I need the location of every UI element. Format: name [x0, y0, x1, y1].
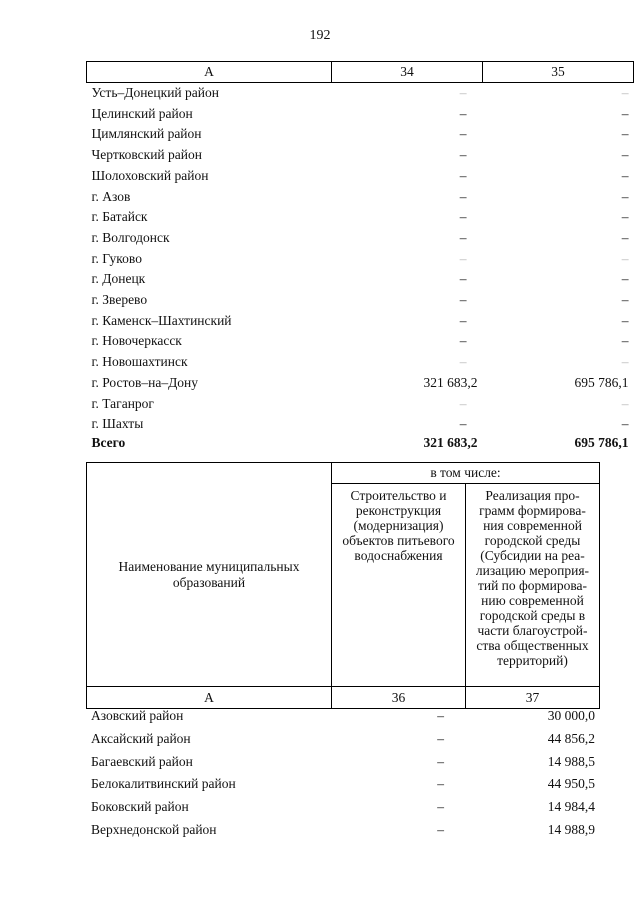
value-col-36: – [437, 708, 444, 723]
municipality-name: Боковский район [91, 799, 189, 815]
value-col-34: 321 683,2 [423, 374, 478, 390]
value-col-37: 44 856,2 [547, 730, 595, 746]
value-col-35: – [621, 333, 629, 349]
value-col-34: – [459, 395, 467, 411]
table-row [87, 187, 634, 208]
table-row [87, 269, 634, 290]
municipality-name: Белокалитвинский район [91, 776, 236, 792]
col-number-a: А [87, 687, 332, 709]
municipality-name: г. Батайск [91, 209, 148, 225]
municipality-name: Целинский район [91, 105, 193, 121]
value-col-35: – [621, 126, 629, 142]
value-col-34: – [459, 416, 467, 432]
col-37-header-line: лизацию мероприя- [475, 563, 590, 578]
value-col-35: – [621, 147, 629, 163]
header-col-34: 34 [332, 62, 483, 83]
column-header-table-36-37 [86, 462, 600, 709]
table-row [87, 249, 634, 270]
value-col-34: – [459, 209, 467, 225]
value-col-37: 14 984,4 [547, 799, 595, 815]
value-col-35: – [621, 105, 629, 121]
table-row [87, 331, 634, 352]
municipality-name: г. Шахты [91, 416, 144, 432]
value-col-36: – [437, 730, 444, 746]
col-37-header-line: (Субсидии на реа- [480, 548, 585, 563]
value-col-35: – [621, 312, 629, 328]
value-col-36: – [437, 753, 444, 769]
municipality-name: г. Зверево [91, 292, 148, 308]
value-col-34: – [459, 85, 467, 100]
col-36-header: Строительство и реконструкция (модернизация) объектов питьевого водоснабжения [332, 484, 466, 687]
total-label: Всего [91, 434, 126, 450]
value-col-35: – [621, 271, 629, 287]
table-row [86, 796, 600, 819]
value-col-34: – [459, 147, 467, 163]
value-col-34: – [459, 229, 467, 245]
value-col-35: – [621, 250, 629, 266]
value-col-34: – [459, 250, 467, 266]
table-row [86, 819, 600, 842]
col-37-header-line: ства общественных [476, 638, 589, 653]
col-37-header-line: городской среды [484, 533, 581, 548]
municipality-name: г. Таганрог [91, 395, 154, 411]
value-col-35: – [621, 395, 629, 411]
table-row [86, 773, 600, 796]
header-col-35: 35 [483, 62, 634, 83]
value-col-35: 695 786,1 [574, 374, 629, 390]
table-row [87, 311, 634, 332]
col-37-header-line: территорий) [497, 653, 568, 668]
value-col-37: 44 950,5 [547, 776, 595, 792]
table-row [87, 207, 634, 228]
municipality-name: Усть–Донецкий район [91, 85, 219, 100]
table-row [86, 728, 600, 751]
value-col-36: – [437, 776, 444, 792]
header-col-a: А [87, 62, 332, 83]
value-col-37: 14 988,9 [547, 821, 595, 837]
col-37-header-line: грамм формирова- [479, 503, 586, 518]
municipality-name: Шолоховский район [91, 167, 209, 183]
municipality-name: Чертковский район [91, 147, 202, 163]
col-number-37: 37 [466, 687, 600, 709]
table-row [87, 104, 634, 125]
col-37-header [466, 484, 600, 687]
total-col-34: 321 683,2 [423, 434, 478, 450]
total-col-35: 695 786,1 [574, 434, 629, 450]
col-37-header-line: городской среды в [479, 608, 586, 623]
value-col-35: – [621, 229, 629, 245]
municipality-name: Багаевский район [91, 753, 193, 769]
table-row [87, 373, 634, 394]
col-37-header-line: нию современной [481, 593, 584, 608]
value-col-34: – [459, 292, 467, 308]
col-37-header-line: Реализация про- [485, 488, 580, 503]
municipality-name: г. Новочеркасск [91, 333, 182, 349]
table-row [87, 166, 634, 187]
table-row [87, 394, 634, 415]
col-37-header-line: части благоустрой- [477, 623, 588, 638]
table-row [86, 751, 600, 774]
value-col-35: – [621, 292, 629, 308]
value-col-34: – [459, 333, 467, 349]
table-header-row [87, 62, 634, 83]
col-37-header-line: ния современной [483, 518, 582, 533]
value-col-35: – [621, 416, 629, 432]
table-row [87, 414, 634, 435]
municipality-name: г. Ростов–на–Дону [91, 374, 199, 390]
municipality-name: Цимлянский район [91, 126, 202, 142]
value-col-34: – [459, 167, 467, 183]
data-table-columns-34-35 [86, 61, 634, 451]
table-row [87, 145, 634, 166]
value-col-34: – [459, 271, 467, 287]
col-number-36: 36 [332, 687, 466, 709]
value-col-36: – [437, 799, 444, 815]
total-row [87, 435, 634, 451]
table-row [86, 705, 600, 728]
value-col-35: – [621, 188, 629, 204]
data-table-columns-36-37 [86, 705, 600, 842]
municipality-name: г. Азов [91, 188, 131, 204]
municipality-name: г. Донецк [91, 271, 146, 287]
table-row [87, 352, 634, 373]
municipality-name: г. Каменск–Шахтинский [91, 312, 232, 328]
municipality-name: Верхнедонской район [91, 821, 217, 837]
including-header: в том числе: [332, 463, 600, 484]
municipality-name: г. Волгодонск [91, 229, 170, 245]
value-col-35: – [621, 354, 629, 370]
value-col-35: – [621, 167, 629, 183]
value-col-35: – [621, 85, 629, 100]
table-row [87, 124, 634, 145]
value-col-35: – [621, 209, 629, 225]
value-col-37: 30 000,0 [547, 708, 595, 723]
value-col-34: – [459, 105, 467, 121]
value-col-34: – [459, 126, 467, 142]
municipality-name: Азовский район [91, 708, 184, 723]
value-col-36: – [437, 821, 444, 837]
page-number: 192 [309, 28, 331, 43]
municipality-name-header: Наименование муниципальных образований [87, 463, 332, 687]
value-col-34: – [459, 312, 467, 328]
value-col-34: – [459, 188, 467, 204]
table-row [87, 228, 634, 249]
value-col-34: – [459, 354, 467, 370]
table-row [87, 290, 634, 311]
municipality-name: г. Новошахтинск [91, 354, 188, 370]
col-37-header-line: тий по формирова- [477, 578, 588, 593]
municipality-name: г. Гуково [91, 250, 142, 266]
municipality-name: Аксайский район [91, 730, 191, 746]
table-row [87, 83, 634, 104]
value-col-37: 14 988,5 [547, 753, 595, 769]
